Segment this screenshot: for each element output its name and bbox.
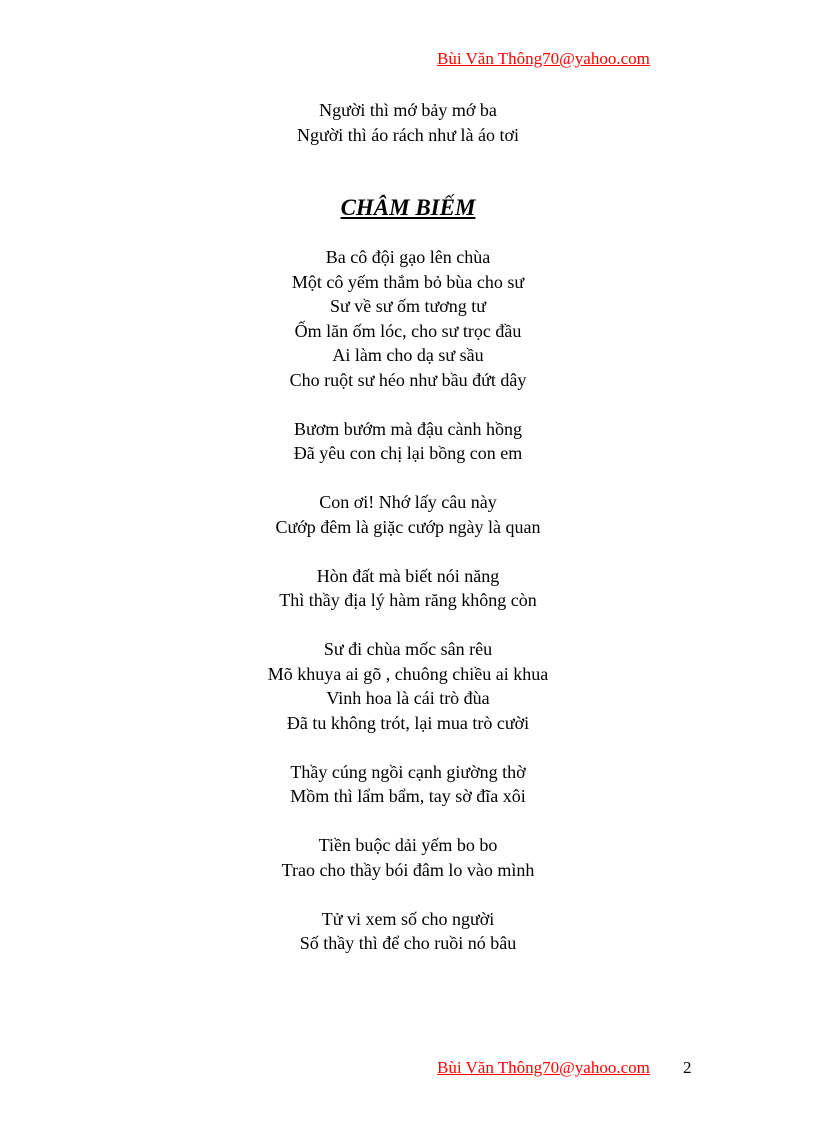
stanza [0,490,816,539]
verse-line: Đã yêu con chị lại bồng con em [293,443,523,463]
verse-line: Con ơi! Nhớ lấy câu này [319,492,497,512]
stanza [0,417,816,466]
verse-line: Thì thầy địa lý hàm răng không còn [279,590,537,610]
verse-line: Mõ khuya ai gõ , chuông chiều ai khua [267,663,549,684]
section-title: CHÂM BIẾM [340,195,476,220]
verse-line: Ba cô đội gạo lên chùa [325,247,491,267]
verse-line: Người thì áo rách như là áo tơi [297,124,519,145]
verse-line: Đã tu không trót, lại mua trò cười [286,712,530,733]
verse-line: Người thì mớ bảy mớ ba [319,100,497,120]
verse-line: Tử vi xem số cho người [321,908,495,929]
verse-line: Số thầy thì để cho ruồi nó bâu [299,933,517,953]
verse-line: Sư đi chùa mốc sân rêu [323,639,493,659]
verse-line: Bươm bướm mà đậu cành hồng [293,418,522,439]
verse-line: Hòn đất mà biết nói năng [316,565,500,586]
stanza [0,245,816,392]
verse-line: Cướp đêm là giặc cướp ngày là quan [275,516,541,537]
stanza [0,760,816,809]
verse-line: Vinh hoa là cái trò đùa [326,688,490,708]
verse-line: Trao cho thầy bói đâm lo vào mình [281,859,535,880]
stanza [0,637,816,735]
header-email-link[interactable]: Bùi Văn Thông70@yahoo.com [437,49,650,68]
verse-line: Tiền buộc dải yếm bo bo [318,835,498,855]
footer-email-link[interactable]: Bùi Văn Thông70@yahoo.com [437,1058,650,1077]
verse-line: Thầy cúng ngồi cạnh giường thờ [290,761,526,782]
verse-line: Sư về sư ốm tương tư [329,296,487,316]
verse-line: Ốm lăn ốm lóc, cho sư trọc đầu [294,320,522,341]
stanza [0,833,816,882]
page-content [0,98,816,956]
stanza [0,564,816,613]
verse-line: Mồm thì lẩm bẩm, tay sờ đĩa xôi [290,786,526,806]
intro-verse [0,98,816,147]
page-number: 2 [683,1058,692,1077]
verse-line: Một cô yếm thắm bỏ bùa cho sư [291,271,525,292]
stanza [0,907,816,956]
verse-line: Cho ruột sư héo như bầu đứt dây [289,369,527,390]
verse-line: Ai làm cho dạ sư sầu [332,345,484,365]
